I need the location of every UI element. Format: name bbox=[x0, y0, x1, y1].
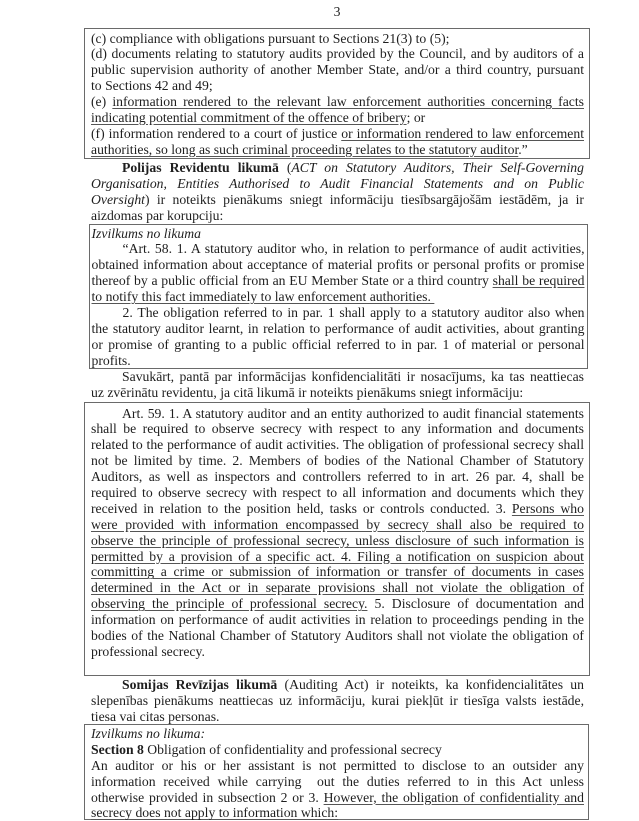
text-line-content bbox=[92, 273, 585, 289]
paragraph bbox=[91, 742, 588, 758]
text-line bbox=[92, 337, 588, 353]
underlined-text: were provided with information encompassed by secrecy shall also be required to bbox=[91, 516, 584, 532]
italic-text: Oversight bbox=[91, 191, 145, 207]
text-line-content bbox=[91, 192, 584, 208]
italic-text: Izvilkums no likuma bbox=[91, 225, 201, 241]
text-line bbox=[91, 501, 589, 517]
text-line-content bbox=[123, 241, 585, 257]
text-line bbox=[91, 31, 589, 47]
text-line-content bbox=[92, 226, 201, 242]
underlined-text: shall be required bbox=[492, 273, 585, 289]
text-line-content bbox=[122, 406, 584, 422]
underlined-text: indicating potential commitment of the offence of bribery bbox=[91, 109, 407, 125]
text-segment: 2. The obligation referred to in par. 1 shall apply to a statutory auditor also when bbox=[122, 304, 585, 320]
text-line-content bbox=[91, 421, 584, 437]
paragraph bbox=[92, 305, 588, 369]
paragraph bbox=[91, 31, 589, 47]
paragraph bbox=[91, 726, 588, 742]
text-segment: (c) compliance with obligations pursuant to Sections 21(3) to (5); bbox=[91, 30, 450, 46]
text-line-content bbox=[91, 580, 584, 596]
text-line-content bbox=[91, 709, 219, 725]
text-segment: information received while carrying out the duties referred to in this Act unless bbox=[91, 773, 584, 789]
text-line bbox=[91, 580, 589, 596]
text-segment: or promise of granting to a public official referred to in par. 1 of material or personal bbox=[91, 336, 585, 352]
text-line bbox=[91, 160, 591, 176]
bold-text: Polijas Revidentu likumā bbox=[122, 160, 279, 175]
text-line-content bbox=[91, 774, 584, 790]
text-line-content bbox=[91, 126, 584, 142]
text-segment: professional secrecy. bbox=[91, 643, 205, 659]
text-line-content bbox=[92, 257, 585, 273]
text-segment: 5. Disclosure of documentation and bbox=[367, 596, 584, 612]
paragraph bbox=[91, 46, 589, 94]
page-number: 3 bbox=[333, 4, 341, 19]
text-line bbox=[91, 596, 589, 612]
quote-box-polish-art-58 bbox=[89, 224, 588, 369]
text-line bbox=[91, 453, 589, 469]
text-line bbox=[91, 549, 589, 565]
text-segment: ) ir noteikts pienākums sniegt informāciju tiesībsargājošām iestādēm, ja ir bbox=[144, 191, 584, 207]
text-line-content bbox=[122, 677, 584, 693]
text-segment: .” bbox=[518, 141, 528, 157]
text-line-content bbox=[91, 453, 584, 469]
text-segment: Savukārt, pantā par informācijas konfidencialitāti ir nosacījums, ka tas neattiecas bbox=[122, 369, 584, 384]
text-segment: aizdomas par korupciju: bbox=[91, 207, 224, 223]
text-line bbox=[91, 110, 589, 126]
text-line bbox=[91, 46, 589, 62]
text-line-content bbox=[91, 142, 528, 158]
text-line-content bbox=[122, 160, 584, 176]
paragraph bbox=[91, 160, 591, 224]
text-line bbox=[91, 176, 591, 192]
text-line-content bbox=[91, 385, 523, 401]
text-line bbox=[92, 241, 588, 257]
text-segment: obtained information about acceptance of material profits or personal profits or promise bbox=[91, 257, 585, 273]
italic-text: Izvilkums no likuma: bbox=[91, 726, 206, 741]
text-segment: related to the performance of audit activities. The obligation of professional secrecy shall bbox=[91, 437, 584, 453]
text-segment: public supervision authority of another Member State, and/or a third country, pursuant bbox=[91, 62, 584, 78]
text-line-content bbox=[91, 469, 584, 485]
text-segment: (f) information rendered to a court of justice bbox=[91, 125, 342, 141]
text-line bbox=[91, 805, 588, 821]
text-segment: thereof by a public official from an EU Member State or a third country bbox=[91, 273, 493, 289]
paragraph bbox=[91, 677, 591, 725]
text-line bbox=[91, 469, 589, 485]
text-line-content bbox=[91, 564, 584, 580]
text-line-content bbox=[91, 596, 584, 612]
text-line bbox=[91, 62, 589, 78]
text-segment: ( bbox=[278, 160, 292, 175]
paragraph bbox=[91, 369, 591, 401]
text-line-content bbox=[91, 437, 584, 453]
text-line bbox=[91, 94, 589, 110]
text-line-content bbox=[91, 517, 584, 533]
text-line-content bbox=[91, 501, 584, 517]
text-line-content bbox=[91, 726, 205, 742]
text-segment: slepenības pienākums neattiecas uz informāciju, kurai piekļūt ir tiesīga valsts iestāde, bbox=[91, 692, 584, 708]
paragraph bbox=[91, 406, 589, 660]
text-segment: bodies of the National Chamber of Statutory Auditors shall not violate the obligation of bbox=[91, 627, 584, 643]
text-line-content bbox=[92, 321, 585, 337]
italic-text: Organisation, Entities Authorised to Audit Financial Statements and on Public bbox=[91, 175, 584, 191]
text-line bbox=[91, 693, 591, 709]
text-segment: to Sections 42 and 49; bbox=[91, 78, 213, 94]
text-segment: An auditor or his or her assistant is not permitted to disclose to an outsider any bbox=[91, 757, 584, 773]
underlined-text: determined in the Act or in separate provisions shall not violate the obligation of bbox=[91, 580, 584, 596]
text-line-content bbox=[91, 78, 213, 94]
text-line bbox=[91, 677, 591, 693]
text-segment: required to observe secrecy with respect to all information and documents which they bbox=[91, 484, 584, 500]
paragraph-finnish-auditing-act bbox=[91, 677, 591, 725]
underlined-text: secrecy does not apply to information which: bbox=[91, 805, 339, 821]
text-line bbox=[91, 564, 589, 580]
text-segment: Auditors, as well as inspectors and controllers referred to in art. 26 par. 4, shall be bbox=[91, 469, 584, 485]
underlined-text: permitted by a provision of a specific act. 4. Filing a notification on suspicion about bbox=[91, 548, 584, 564]
underlined-text: However, the obligation of confidentiality and bbox=[323, 789, 584, 805]
text-line-content bbox=[91, 693, 584, 709]
text-segment: otherwise provided in subsection 2 or 3. bbox=[91, 789, 324, 805]
text-line bbox=[92, 289, 588, 305]
text-line-content bbox=[92, 289, 435, 305]
underlined-text: Persons who bbox=[511, 500, 584, 516]
text-segment: tiesa vai citas personas. bbox=[91, 708, 220, 724]
text-line bbox=[91, 644, 589, 660]
text-line bbox=[91, 517, 589, 533]
text-segment: not be limited by time. 2. Members of bodies of the National Chamber of Statutory bbox=[91, 453, 584, 469]
text-line bbox=[91, 533, 589, 549]
text-segment: information on performance of audit activities in relation to proceedings pending in the bbox=[91, 612, 584, 628]
text-line bbox=[91, 192, 591, 208]
text-line-content bbox=[91, 94, 584, 110]
paragraph bbox=[91, 126, 589, 158]
text-line-content bbox=[91, 549, 584, 565]
text-line bbox=[91, 421, 589, 437]
paragraph bbox=[91, 758, 588, 821]
text-line-content bbox=[91, 533, 584, 549]
text-segment: received in relation to the position held, tasks or controls conducted. 3. bbox=[91, 500, 512, 516]
paragraph-confidentiality-note bbox=[91, 369, 591, 401]
text-line-content bbox=[91, 46, 584, 62]
bold-text: Somijas Revīzijas likumā bbox=[122, 677, 278, 692]
text-line bbox=[91, 142, 589, 158]
text-segment: shall be required to observe secrecy with respect to any information and documents bbox=[91, 421, 584, 437]
text-line bbox=[92, 273, 588, 289]
text-line bbox=[91, 208, 591, 224]
text-segment: Art. 59. 1. A statutory auditor and an entity authorized to audit financial statements bbox=[122, 405, 584, 421]
text-line-content bbox=[91, 628, 584, 644]
text-line-content bbox=[123, 305, 585, 321]
quote-box-latvian-law-excerpt bbox=[84, 28, 590, 159]
text-line-content bbox=[91, 805, 338, 821]
text-line-content bbox=[92, 337, 585, 353]
text-line bbox=[91, 726, 588, 742]
text-line bbox=[91, 758, 588, 774]
text-line bbox=[92, 226, 588, 242]
text-segment: the statutory auditor learnt, in relation to performance of audit activities, about granting bbox=[91, 320, 585, 336]
text-line-content bbox=[91, 758, 584, 774]
text-segment: “Art. 58. 1. A statutory auditor who, in relation to performance of audit activities, bbox=[122, 241, 585, 257]
text-segment: (e) bbox=[91, 94, 113, 110]
paragraph-polish-auditors-act bbox=[91, 160, 591, 224]
text-line-content bbox=[122, 369, 584, 385]
text-line-content bbox=[91, 612, 584, 628]
text-line bbox=[91, 406, 589, 422]
underlined-text: information rendered to the relevant law enforcement authorities concerning facts bbox=[112, 94, 584, 110]
text-line-content bbox=[91, 742, 442, 758]
text-line-content bbox=[91, 208, 223, 224]
text-line bbox=[91, 385, 591, 401]
text-line bbox=[91, 790, 588, 806]
underlined-text: to notify this fact immediately to law enforcement authorities. bbox=[91, 289, 435, 305]
underlined-text: or information rendered to law enforcement bbox=[341, 125, 584, 141]
bold-text: Section 8 bbox=[91, 741, 144, 757]
text-segment: (d) documents relating to statutory audits provided by the Council, and by auditors of a bbox=[91, 46, 584, 62]
text-line-content bbox=[91, 31, 449, 47]
text-line bbox=[91, 369, 591, 385]
text-line-content bbox=[91, 790, 584, 806]
text-line-content bbox=[91, 62, 584, 78]
text-line-content bbox=[91, 176, 584, 192]
text-line bbox=[91, 126, 589, 142]
text-line bbox=[91, 437, 589, 453]
underlined-text: observe the principle of professional secrecy, unless disclosure of such information is bbox=[91, 532, 584, 548]
text-line bbox=[92, 305, 588, 321]
text-segment: Obligation of confidentiality and professional secrecy bbox=[143, 741, 442, 757]
text-line bbox=[91, 709, 591, 725]
text-line bbox=[91, 774, 588, 790]
text-line bbox=[91, 742, 588, 758]
paragraph bbox=[91, 94, 589, 126]
quote-box-polish-art-59 bbox=[84, 402, 590, 676]
italic-text: ACT on Statutory Auditors, Their Self-Governing bbox=[291, 160, 584, 175]
text-line bbox=[91, 612, 589, 628]
text-line-content bbox=[91, 485, 584, 501]
quote-box-finnish-section-8 bbox=[84, 724, 589, 820]
text-line bbox=[91, 78, 589, 94]
paragraph bbox=[92, 226, 588, 242]
underlined-text: observing the principle of professional secrecy. bbox=[91, 596, 368, 612]
underlined-text: committing a crime or submission of information or transfer of documents in cases bbox=[91, 564, 584, 580]
text-line bbox=[92, 257, 588, 273]
text-segment: (Auditing Act) ir noteikts, ka konfidencialitātes un bbox=[277, 677, 584, 692]
text-line-content bbox=[91, 110, 425, 126]
text-segment: uz zvērinātu revidentu, ja citā likumā ir noteikts pienākums sniegt informāciju: bbox=[91, 384, 524, 400]
text-line bbox=[91, 485, 589, 501]
text-line-content bbox=[92, 353, 131, 369]
text-line bbox=[92, 353, 588, 369]
paragraph bbox=[92, 241, 588, 305]
text-segment: ; or bbox=[406, 109, 426, 125]
text-line bbox=[92, 321, 588, 337]
text-segment: profits. bbox=[91, 352, 131, 368]
text-line-content bbox=[91, 644, 205, 660]
underlined-text: authorities, so long as such criminal proceeding relates to the statutory auditor bbox=[91, 141, 519, 157]
text-line bbox=[91, 628, 589, 644]
